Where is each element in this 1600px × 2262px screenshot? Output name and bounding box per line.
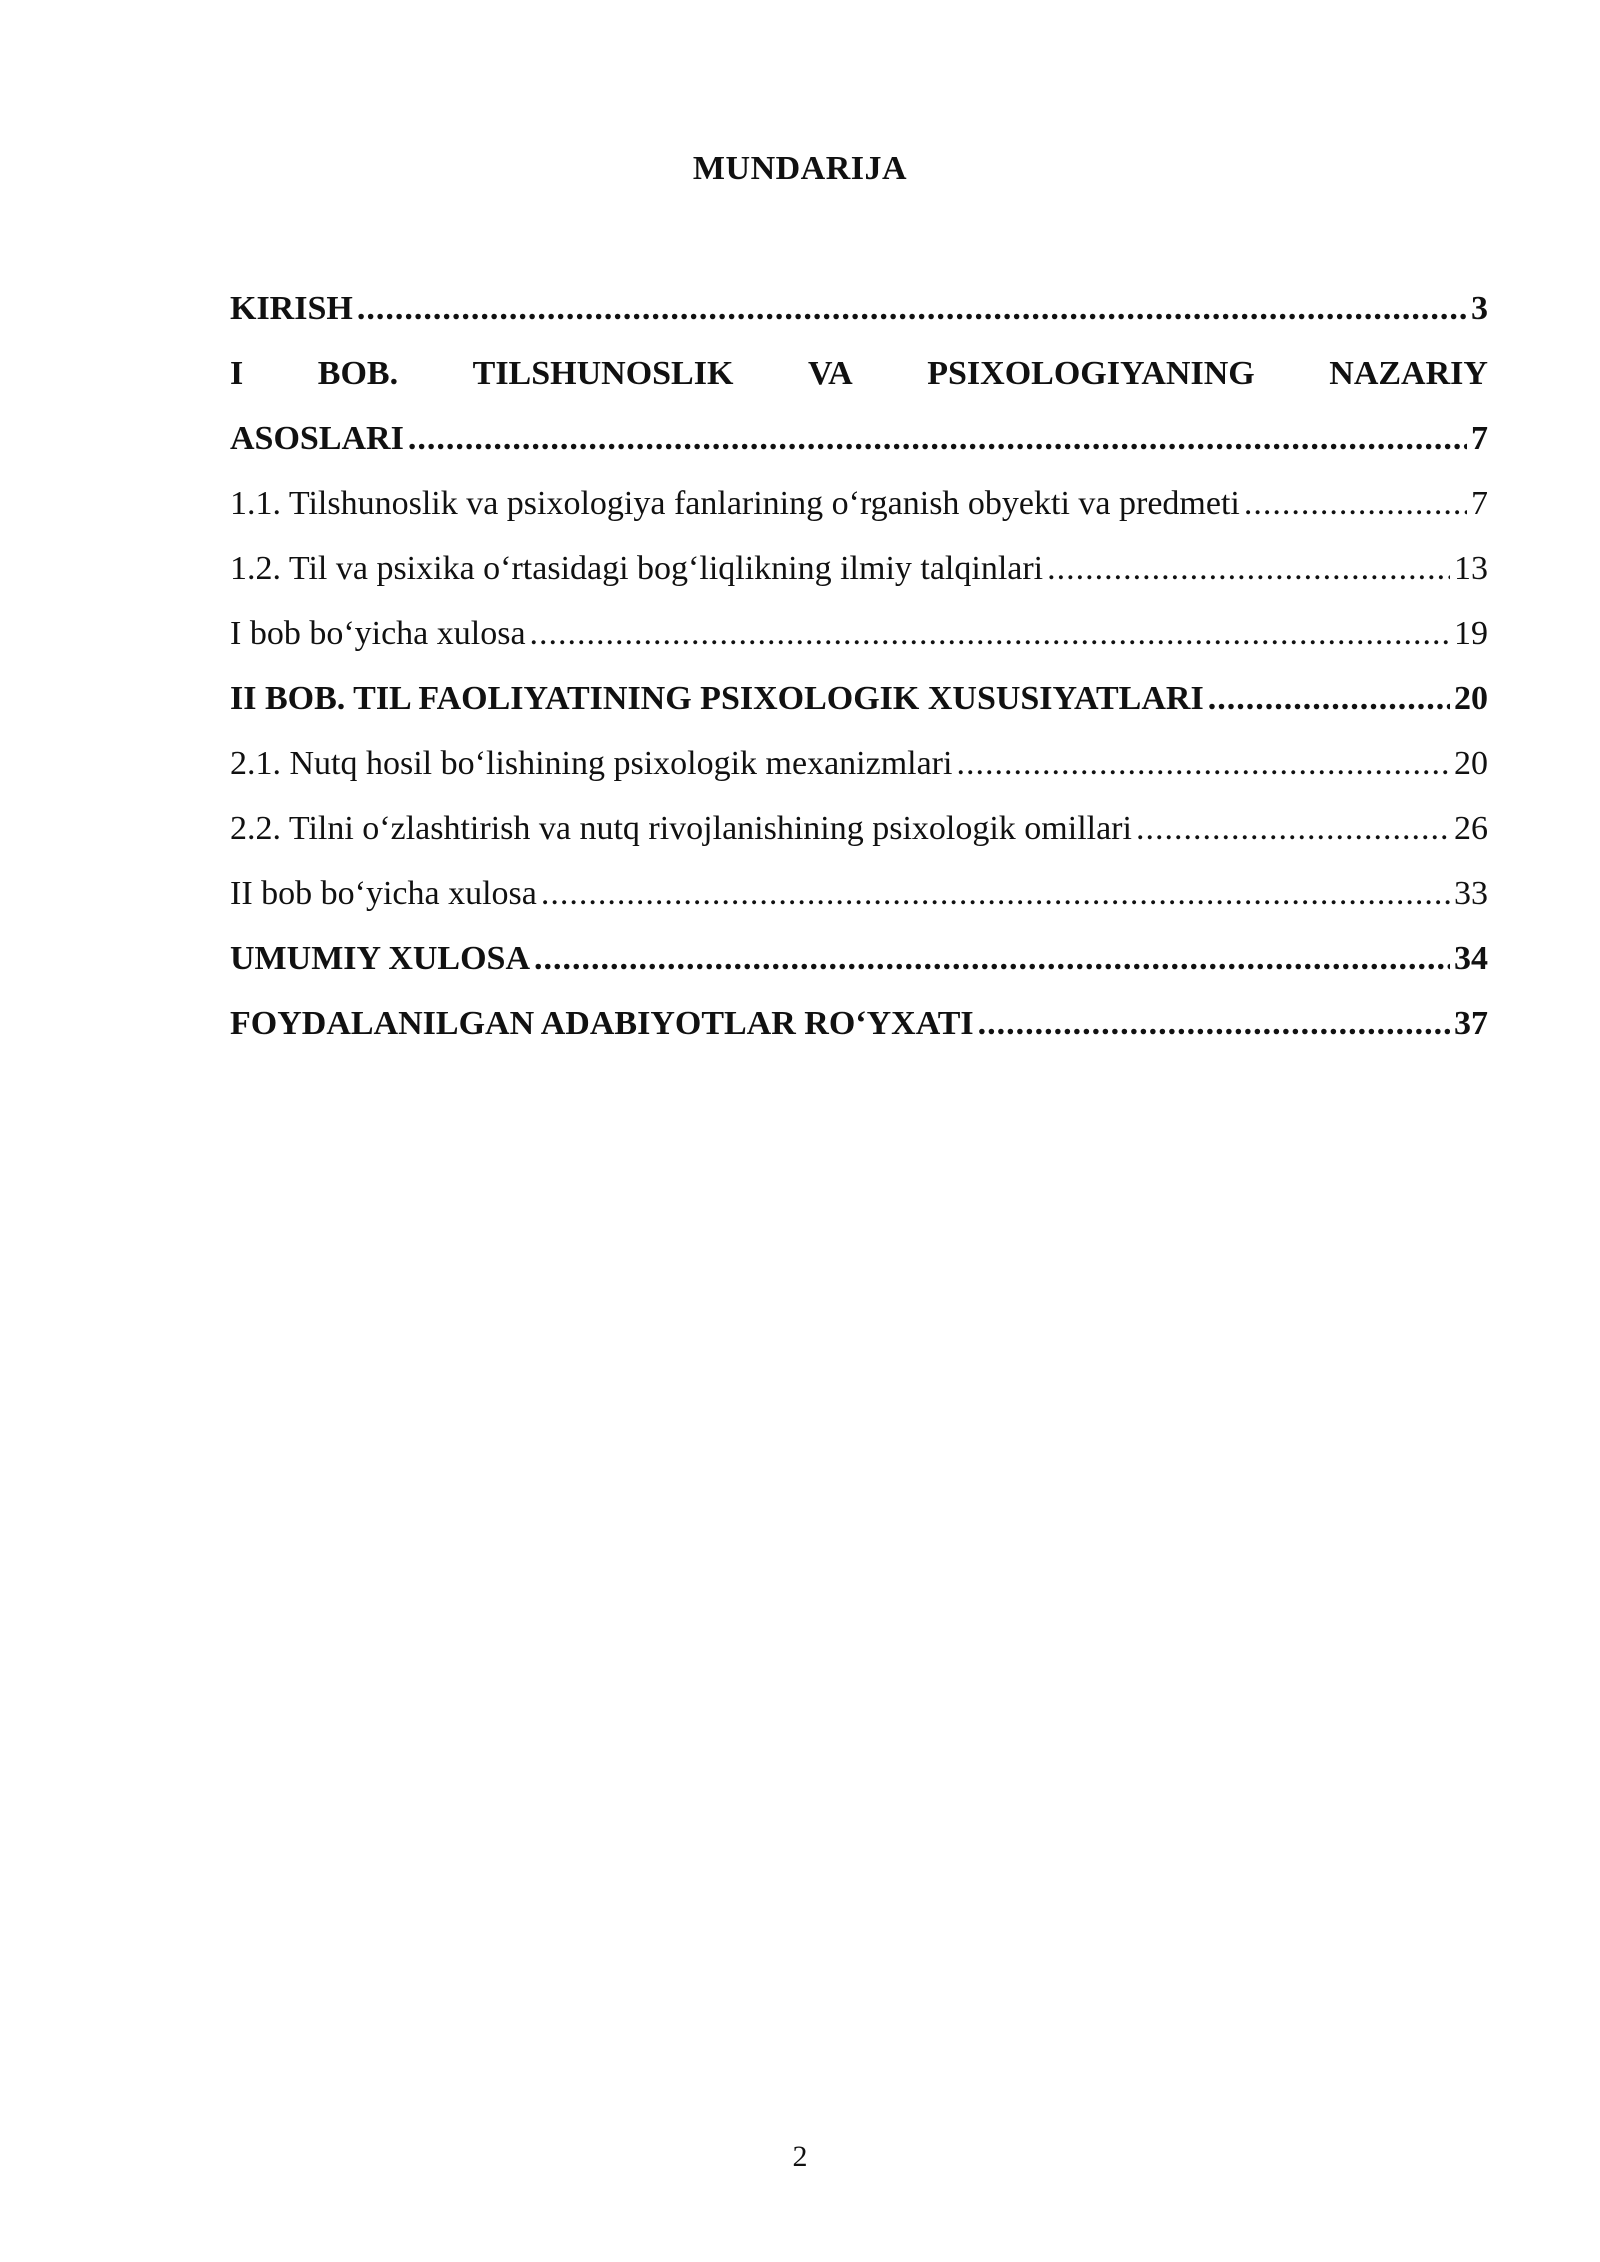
- toc-entry-2-1[interactable]: [230, 731, 1488, 796]
- toc-entry-label: 2.2. Tilni o‘zlashtirish va nutq rivojlanishining psixologik omillari: [230, 810, 1132, 847]
- toc-entry-page: 20: [1454, 745, 1488, 782]
- toc-entry-umumiy-xulosa[interactable]: [230, 926, 1488, 991]
- toc-entry-page: 20: [1454, 680, 1488, 717]
- toc-entry-page: 13: [1454, 550, 1488, 587]
- toc-entry-1-2[interactable]: [230, 536, 1488, 601]
- page-number: 2: [792, 2140, 808, 2173]
- toc-word: PSIXOLOGIYANING: [927, 355, 1255, 392]
- toc-entry-label: ASOSLARI: [230, 420, 404, 457]
- toc-entry-bob2[interactable]: [230, 666, 1488, 731]
- toc-entry-label: KIRISH: [230, 290, 353, 327]
- toc-entry-kirish[interactable]: [230, 276, 1488, 341]
- toc-leader-dots: [1047, 536, 1450, 601]
- toc-entry-label: 1.2. Til va psixika o‘rtasidagi bog‘liqlikning ilmiy talqinlari: [230, 550, 1044, 587]
- toc-leader-dots: [534, 926, 1450, 991]
- toc-entry-label: FOYDALANILGAN ADABIYOTLAR RO‘YXATI: [230, 1005, 974, 1042]
- page-title: MUNDARIJA: [692, 150, 908, 187]
- toc-entry-label: 1.1. Tilshunoslik va psixologiya fanlarining o‘rganish obyekti va predmeti: [230, 485, 1240, 522]
- toc-word: BOB.: [317, 355, 399, 392]
- toc-entry-label: 2.1. Nutq hosil bo‘lishining psixologik mexanizmlari: [230, 745, 953, 782]
- toc-entry-1-1[interactable]: [230, 471, 1488, 536]
- toc-leader-dots: [1244, 471, 1467, 536]
- toc-entry-page: 7: [1471, 420, 1488, 457]
- toc-entry-page: 34: [1454, 940, 1488, 977]
- toc-entry-2-2[interactable]: [230, 796, 1488, 861]
- toc-entry-page: 37: [1454, 1005, 1488, 1042]
- toc-leader-dots: [978, 991, 1450, 1056]
- toc-entry-bob1-xulosa[interactable]: [230, 601, 1488, 666]
- toc-word: TILSHUNOSLIK: [472, 355, 734, 392]
- table-of-contents: [230, 276, 1488, 1056]
- toc-leader-dots: [1136, 796, 1450, 861]
- toc-entry-label: I bob bo‘yicha xulosa: [230, 615, 526, 652]
- toc-leader-dots: [956, 731, 1450, 796]
- toc-entry-page: 26: [1454, 810, 1488, 847]
- toc-leader-dots: [541, 861, 1450, 926]
- toc-entry-bob2-xulosa[interactable]: [230, 861, 1488, 926]
- toc-entry-bob1-heading[interactable]: [230, 341, 1488, 406]
- toc-entry-page: 3: [1471, 290, 1488, 327]
- toc-entry-label: II bob bo‘yicha xulosa: [230, 875, 537, 912]
- toc-leader-dots: [408, 406, 1467, 471]
- toc-entry-page: 19: [1454, 615, 1488, 652]
- toc-entry-adabiyotlar[interactable]: [230, 991, 1488, 1056]
- toc-entry-label: II BOB. TIL FAOLIYATINING PSIXOLOGIK XUSUSIYATLARI: [230, 680, 1204, 717]
- toc-word: NAZARIY: [1329, 355, 1488, 392]
- toc-entry-bob1-continuation[interactable]: [230, 406, 1488, 471]
- toc-leader-dots: [530, 601, 1450, 666]
- toc-leader-dots: [357, 276, 1467, 341]
- toc-word: I: [230, 355, 244, 392]
- toc-entry-page: 33: [1454, 875, 1488, 912]
- toc-word: VA: [807, 355, 853, 392]
- toc-entry-page: 7: [1471, 485, 1488, 522]
- toc-entry-label: UMUMIY XULOSA: [230, 940, 531, 977]
- toc-leader-dots: [1208, 666, 1450, 731]
